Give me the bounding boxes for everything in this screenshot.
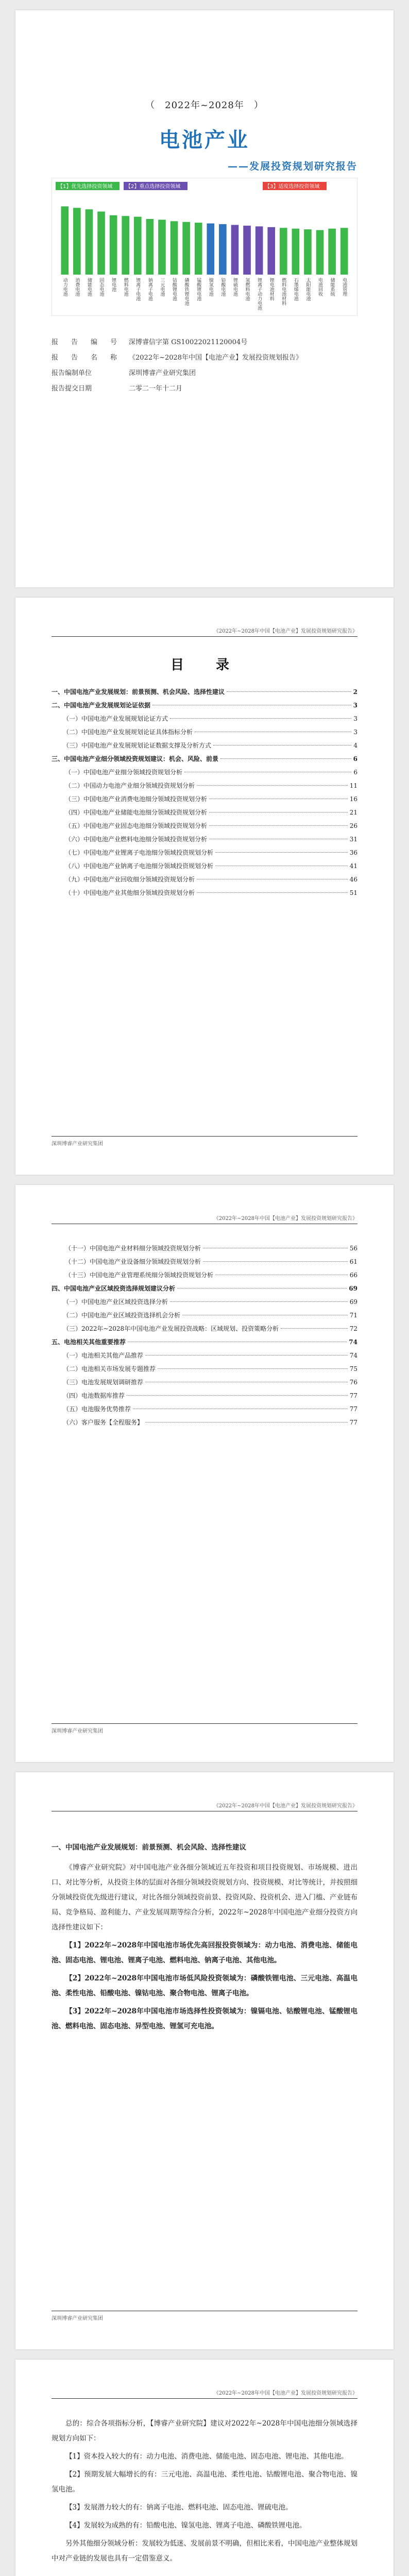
chart-bar [146, 219, 154, 275]
toc-entry-page: 6 [353, 769, 357, 776]
chart-category-label: 氢燃料电池 [244, 278, 250, 301]
toc-entry[interactable] [52, 819, 357, 833]
toc-entry[interactable] [52, 886, 357, 900]
meta-label: 报告提交日期 [52, 385, 92, 393]
chart-category-label: 动力电池 [62, 278, 67, 296]
toc-entry-text: （六）中国电池产业燃料电池细分领域投资规划分析 [65, 836, 208, 843]
toc-entry[interactable] [52, 846, 357, 859]
running-footer [52, 1723, 357, 1734]
cover-title: 电池产业 [159, 128, 250, 152]
toc-entry-page: 26 [349, 822, 357, 829]
chart-legend-item [124, 182, 188, 190]
toc-entry[interactable] [52, 1362, 357, 1376]
toc-list [52, 685, 357, 900]
toc-entry[interactable] [52, 752, 357, 766]
chart-bar [171, 221, 178, 275]
meta-row-publisher [52, 366, 357, 381]
toc-leader-dots [281, 1328, 348, 1329]
toc-entry[interactable] [52, 1309, 357, 1322]
toc-entry[interactable] [52, 1376, 357, 1389]
footer-text: 深圳博睿产业研究集团 [52, 1728, 103, 1734]
running-header: 《2022年~2028年中国【电池产业】发展投资规划研究报告》 [52, 2388, 357, 2399]
toc-entry-text: （三）电池发展规划调研推荐 [63, 1379, 144, 1386]
chart-bar [134, 217, 142, 275]
running-footer [52, 1136, 357, 1147]
toc-entry[interactable] [52, 1322, 357, 1335]
toc-leader-dots [220, 758, 351, 759]
toc-leader-dots [197, 785, 348, 786]
toc-entry[interactable] [52, 712, 357, 725]
footer-text: 深圳博睿产业研究集团 [52, 1141, 103, 1147]
toc-entry-page: 36 [349, 849, 357, 856]
toc-entry-text: （二）中国动力电池产业细分领域投资规划分析 [65, 782, 195, 789]
chart-bar [340, 228, 348, 275]
page4-paragraph: 【2】预期发展大幅增长的有：三元电池、高温电池、柔性电池、钴酸锂电池、聚合物电池、镍氢电池。 [52, 2470, 357, 2494]
chart-category-label: 石墨烯电池 [293, 278, 298, 301]
toc-entry-text: （十三）中国电池产业管理系统细分领域投资规划分析 [65, 1272, 214, 1279]
chart-bar [231, 225, 239, 275]
toc-entry[interactable] [52, 1255, 357, 1268]
toc-entry[interactable] [52, 1282, 357, 1295]
meta-value: 《2022年~2028年中国【电池产业】发展投资规划报告》 [129, 354, 303, 362]
chart-category-label: 三元电池 [159, 278, 165, 296]
toc-leader-dots [158, 1368, 348, 1369]
toc-entry-page: 11 [349, 782, 357, 789]
toc-entry-page: 3 [353, 728, 357, 736]
chart-bar [73, 208, 81, 275]
chart-frame [52, 178, 357, 316]
chart-category-label: 储能电池 [86, 278, 92, 296]
chart-bar [304, 229, 312, 275]
cover-bar-chart [52, 178, 357, 316]
section1-item-2 [52, 1971, 357, 2001]
section1-page [15, 1772, 394, 2349]
chart-category-label: 锰酸锂电池 [196, 278, 201, 301]
section1-heading: 一、中国电池产业发展规划：前景预测、机会风险、选择性建议 [52, 1843, 246, 1852]
toc-entry-text: （五）电池服务优势推荐 [63, 1405, 131, 1413]
toc-entry-text: （五）中国电池产业固态电池细分领域投资规划分析 [65, 822, 208, 829]
item-tag: 【1】2022年~2028年中国电池市场优先高回报投资领域为： [65, 1941, 265, 1950]
toc-entry-page: 3 [353, 715, 357, 722]
chart-bar [255, 226, 263, 275]
chart-bar [182, 222, 190, 275]
chart-legend-item [263, 182, 327, 190]
chart-bar [97, 212, 105, 275]
toc-entry-text: （一）中国电池产业区域投资选择分析 [63, 1298, 168, 1306]
cover-page [15, 10, 394, 587]
toc-entry-text: （十）中国电池产业其他细分领域投资规划分析 [65, 889, 195, 896]
chart-category-label: 消费电池 [74, 278, 80, 296]
toc-entry-page: 3 [353, 702, 357, 709]
toc-entry-text: （十二）中国电池产业设备细分领域投资规划分析 [65, 1258, 201, 1265]
meta-row-report-name [52, 350, 357, 366]
toc-entry-text: 二、中国电池产业发展规划论证依据 [52, 702, 151, 709]
chart-bar [86, 209, 93, 275]
toc-entry-page: 77 [349, 1419, 357, 1426]
toc-leader-dots [177, 1288, 347, 1289]
toc-entry-text: 五、电池相关其他重要推荐 [52, 1338, 126, 1346]
toc-entry[interactable] [52, 833, 357, 846]
chart-category-label: 锂电池 [111, 278, 116, 292]
toc-entry-text: （九）中国电池产业回收细分领域投资规划分析 [65, 876, 195, 883]
toc-entry-page: 66 [349, 1272, 357, 1279]
toc-entry-text: （三）2022年~2028年中国电池产业发展投资战略：区域规划、投资策略分析 [63, 1325, 279, 1332]
toc-leader-dots [203, 1261, 348, 1262]
meta-row-date [52, 381, 357, 397]
chart-bar [219, 224, 227, 275]
chart-bar [280, 228, 287, 275]
toc-entry-page: 41 [349, 862, 357, 870]
page4-body [52, 2416, 357, 2569]
toc-entry-text: （八）中国电池产业钠离子电池细分领域投资规划分析 [65, 862, 214, 870]
section1-item-1 [52, 1938, 357, 1968]
toc-leader-dots [227, 691, 351, 692]
meta-value: 深圳博睿产业研究集团 [129, 369, 196, 377]
cover-year-range: （ 2022年~2028年 ） [145, 100, 264, 111]
meta-value: 深博睿信字第 GS10022021120004号 [129, 338, 248, 346]
meta-value: 二零二一年十二月 [129, 385, 183, 393]
toc-entry-text: （一）中国电池产业细分领域投资规划分析 [65, 769, 183, 776]
toc-entry-page: 56 [349, 1245, 357, 1252]
toc-entry-page: 51 [349, 889, 357, 896]
footer-text: 深圳博睿产业研究集团 [52, 2316, 103, 2321]
item-tag: 【3】2022年~2028年中国电池市场选择性投资领域为： [65, 2007, 251, 2015]
chart-bar [207, 224, 214, 275]
toc-entry-page: 2 [353, 688, 357, 696]
legend-label: 【1】优先选择投资领域 [58, 184, 113, 190]
toc-entry-page: 77 [349, 1405, 357, 1413]
chart-category-label: 电池回收 [317, 278, 323, 296]
toc-entry-page: 16 [349, 795, 357, 803]
chart-category-label: 锂电池材料 [268, 278, 274, 301]
toc-entry-text: 一、中国电池产业发展规划：前景预测、机会风险、选择性建议 [52, 688, 225, 696]
toc-entry-page: 6 [353, 755, 357, 762]
running-header: 《2022年~2028年中国【电池产业】发展投资规划研究报告》 [52, 626, 357, 637]
section1-body [52, 1829, 357, 2037]
toc-page-1 [15, 598, 394, 1175]
toc-entry-page: 71 [349, 1312, 357, 1319]
toc-entry[interactable] [52, 1349, 357, 1362]
meta-row-report-no [52, 335, 357, 350]
toc-entry-page: 77 [349, 1392, 357, 1399]
toc-entry[interactable] [52, 1295, 357, 1309]
toc-entry-page: 46 [349, 876, 357, 883]
toc-entry[interactable] [52, 779, 357, 792]
section1-paragraph: 《博睿产业研究院》对中国电池产业各细分领域近五年投资和项目投资规划、市场规模、进出口、对比等分析，从投资主体的层面对各细分领域投资规划方向、投资规模、对比等统计，并按照细分领域投资优先级进行建议，对比各细分领域投资前景、投资风险、投资机会、进入门槛、产业链布局、竞争格局、盈利能力、产业发展周期等综合分析，2022年~2028年中国电池产业细分投资方向选择性建议如下： [52, 1863, 357, 1931]
chart-bar [328, 229, 336, 275]
chart-category-label: 太阳能电池 [305, 278, 311, 301]
chart-bar [122, 216, 129, 275]
chart-bar [195, 223, 202, 275]
toc-entry-page: 72 [349, 1325, 357, 1332]
toc-entry-text: （二）中国电池产业区域投资选择机会分析 [63, 1312, 181, 1319]
meta-label: 报 告 名 称 [52, 354, 121, 362]
toc-entry[interactable] [52, 1389, 357, 1402]
chart-category-label: 钴酸锂电池 [172, 278, 177, 301]
toc-entry[interactable] [52, 806, 357, 819]
chart-category-label: 燃料电池材料 [281, 278, 286, 306]
chart-category-label: 镍氢电池 [208, 278, 213, 296]
toc-title: 目 录 [170, 657, 238, 673]
page4-paragraph: 【3】发展潜力较大的有：钠离子电池、燃料电池、固态电池、锂硫电池。 [65, 2503, 293, 2512]
toc-entry[interactable] [52, 859, 357, 873]
toc-entry[interactable] [52, 766, 357, 779]
toc-leader-dots [209, 825, 348, 826]
cover-meta [52, 335, 357, 397]
toc-entry[interactable] [52, 725, 357, 739]
page4-paragraph: 【4】发展较为成熟的有：铅酸电池、镍氢电池、锂离子电池、磷酸铁锂电池。 [65, 2521, 306, 2530]
toc-entry-text: （二）中国电池产业发展规划论证具体指标分析 [63, 728, 193, 736]
toc-entry[interactable] [52, 1402, 357, 1416]
chart-bar [158, 219, 166, 275]
toc-entry-text: （四）电池数据库推荐 [63, 1392, 125, 1399]
toc-leader-dots [170, 1301, 348, 1302]
toc-entry-text: （四）中国电池产业储能电池细分领域投资规划分析 [65, 809, 208, 816]
running-header: 《2022年~2028年中国【电池产业】发展投资规划研究报告》 [52, 1801, 357, 1811]
toc-entry[interactable] [52, 873, 357, 886]
toc-entry-page: 31 [349, 836, 357, 843]
toc-entry-text: （一）电池相关其他产品推荐 [63, 1352, 144, 1359]
toc-entry[interactable] [52, 699, 357, 712]
section1-cont-page [15, 2360, 394, 2576]
page4-paragraph: 总的：综合各项指标分析，【博睿产业研究院】建议对2022年~2028年中国电池细分领域选择规划方向如下： [52, 2419, 357, 2443]
toc-entry-text: 三、中国电池产业细分领域投资规划建议：机会、风险、前景 [52, 755, 219, 762]
item-text: 磷酸铁锂电池、三元电池、高温电池、柔性电池、铅酸电池、镍钴电池、聚合物电池、锂离子电池。 [52, 1974, 358, 1997]
toc-entry-page: 74 [349, 1338, 357, 1346]
cover-subtitle: ——发展投资规划研究报告 [227, 161, 357, 172]
toc-list [52, 1242, 357, 1429]
chart-bar [243, 226, 251, 275]
chart-category-label: 钠离子电池 [147, 278, 152, 301]
running-header: 《2022年~2028年中国【电池产业】发展投资规划研究报告》 [52, 1214, 357, 1224]
toc-entry[interactable] [52, 792, 357, 806]
running-footer [52, 2311, 357, 2321]
toc-entry-text: （二）电池相关市场发展专题推荐 [63, 1365, 156, 1372]
chart-category-label: 铅酸电池 [220, 278, 226, 296]
chart-bar [292, 229, 300, 275]
chart-category-label: 固态电池 [98, 278, 104, 296]
page4-paragraph: 【1】资本投入较大的有：动力电池、消费电池、储能电池、固态电池、锂电池、其他电池。 [65, 2452, 348, 2461]
toc-leader-dots [197, 892, 348, 893]
toc-page-2 [15, 1185, 394, 1762]
page4-paragraph: 另外其他细分领域分析：发展较为低迷、发展前景不明确，但相比来看，中国电池产业整体规划中对产业链的发展也具有一定借鉴意义。 [52, 2539, 357, 2563]
toc-entry-text: （十一）中国电池产业材料细分领域投资规划分析 [65, 1245, 201, 1252]
toc-entry-page: 74 [349, 1352, 357, 1359]
toc-leader-dots [170, 718, 351, 719]
toc-entry[interactable] [52, 739, 357, 752]
toc-entry-text: （六）客户服务【全程服务】 [63, 1419, 144, 1426]
chart-bar [110, 215, 117, 275]
legend-label: 【2】重点选择投资领域 [126, 184, 181, 190]
toc-entry-text: （三）中国电池产业发展规划论证数据支撑及分析方式 [63, 742, 212, 749]
toc-entry-page: 21 [349, 809, 357, 816]
section1-item-3 [52, 2004, 357, 2034]
chart-bar [61, 207, 69, 275]
chart-category-label: 电池管理 [342, 278, 347, 296]
chart-category-label: 锂离子动力电池 [257, 278, 262, 310]
item-text: 动力电池、消费电池、储能电池、固态电池、锂电池、锂离子电池、燃料电池、钠离子电池、其他电池。 [52, 1941, 357, 1964]
toc-entry-text: 四、中国电池产业区域投资选择规划建议分析 [52, 1285, 176, 1292]
chart-category-label: 储能系统 [329, 278, 335, 296]
meta-label: 报告编制单位 [52, 369, 92, 377]
chart-bar [267, 227, 275, 275]
toc-entry-page: 61 [349, 1258, 357, 1265]
toc-entry-text: （七）中国电池产业锂离子电池细分领域投资规划分析 [65, 849, 214, 856]
toc-entry[interactable] [52, 1416, 357, 1429]
item-text: 镍镉电池、钴酸锂电池、锰酸锂电池、燃料电池、固态电池、异型电池、锂氢可充电池。 [52, 2007, 358, 2030]
toc-entry-page: 76 [349, 1379, 357, 1386]
chart-category-label: 锂硫电池 [232, 278, 237, 296]
item-tag: 【2】2022年~2028年中国电池市场低风险投资领域为： [65, 1974, 251, 1982]
chart-category-label: 磷酸铁锂电池 [183, 278, 189, 306]
legend-label: 【3】适度选择投资领域 [265, 184, 320, 190]
chart-legend-item [56, 182, 120, 190]
chart-category-label: 燃料电池 [123, 278, 128, 296]
toc-leader-dots [127, 1395, 348, 1396]
toc-entry[interactable] [52, 1242, 357, 1255]
toc-entry[interactable] [52, 1268, 357, 1282]
toc-entry-page: 4 [353, 742, 357, 749]
chart-category-label: 锂离子电池 [135, 278, 141, 301]
toc-entry-page: 69 [349, 1298, 357, 1306]
meta-label: 报 告 编 号 [52, 338, 121, 346]
toc-entry-page: 69 [349, 1285, 357, 1292]
toc-entry[interactable] [52, 685, 357, 699]
toc-entry-text: （一）中国电池产业发展规划论证方式 [63, 715, 168, 722]
toc-entry-text: （三）中国电池产业消费电池细分领域投资规划分析 [65, 795, 208, 803]
toc-entry-page: 75 [349, 1365, 357, 1372]
toc-entry[interactable] [52, 1335, 357, 1349]
toc-leader-dots [215, 852, 348, 853]
chart-bar [316, 230, 324, 275]
